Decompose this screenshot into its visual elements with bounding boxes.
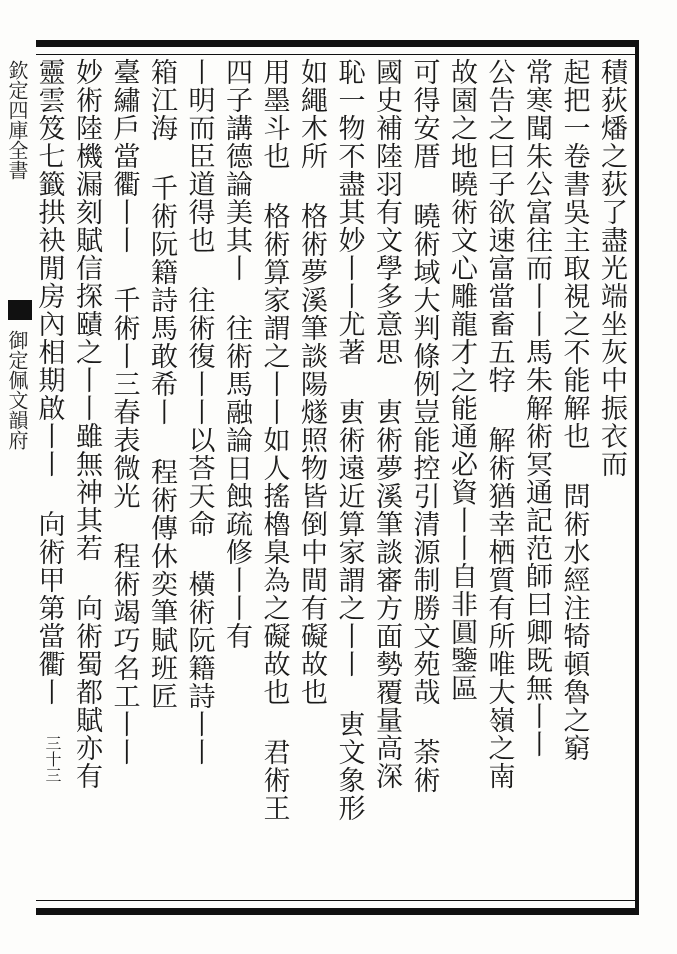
text-column: 可得安厝 曉術域大判條例豈能控引清源制勝文苑哉 荼術 — [408, 58, 440, 794]
text-column: 常寒聞朱公富往而丨丨馬朱解術冥通記范師曰卿既無丨丨 — [521, 58, 552, 758]
top-rule — [36, 54, 636, 55]
folio-block-mark — [8, 300, 32, 320]
page-number: 三十三 — [43, 735, 62, 783]
margin-book-title-column — [2, 330, 32, 530]
margin-top-text: 欽定四庫全書 — [5, 60, 29, 180]
bottom-rule — [36, 900, 636, 901]
text-column: 起把一卷書吳主取視之不能解也 問術水經注犄頓魯之窮 — [558, 58, 590, 762]
text-column: 國史補陸羽有文學多意思 叀術夢溪筆談審方面勢覆量高深 — [371, 58, 402, 790]
text-column: 靈雲笈七籤拱袂閒房內相期啟丨丨 向術甲第當衢丨 — [33, 58, 65, 706]
text-column: 四子講德論美其丨 往術馬融論日蝕疏修丨丨有 — [221, 58, 252, 650]
text-column: 用墨斗也 格術算家謂之丨丨如人搖櫓臬為之礙故也 君術王 — [258, 58, 290, 822]
text-column: 妙術陸機漏刻賦信探賾之丨丨雖無神其若 向術蜀都賦亦有 — [71, 58, 102, 790]
text-column: 積荻燔之荻了盡光端坐灰中振衣而 — [596, 58, 627, 478]
text-column: 箱江海 千術阮籍詩馬敢希丨 程術傳休奕筆賦班匠 — [146, 58, 177, 710]
text-column: 如繩木所 格術夢溪筆談陽燧照物皆倒中間有礙故也 — [296, 58, 327, 706]
text-column: 恥一物不盡其妙丨丨尤著 叀術遠近算家謂之丨丨 叀文象形 — [333, 58, 365, 822]
margin-book-title: 御定佩文韻府 — [5, 330, 29, 450]
text-column: 故園之地曉術文心雕龍才之能通必資丨丨自非圓鑒區 — [446, 58, 477, 702]
text-column: 公告之曰子欲速富當畜五牸 解術猶幸栖質有所唯大嶺之南 — [483, 58, 515, 790]
text-column: 臺繡戶當衢丨丨 千術丨三春表微光 程術竭巧名工丨丨 — [108, 58, 140, 766]
text-column: 丨明而臣道得也 往術復丨丨以荅天命 橫術阮籍詩丨丨 — [183, 58, 215, 766]
